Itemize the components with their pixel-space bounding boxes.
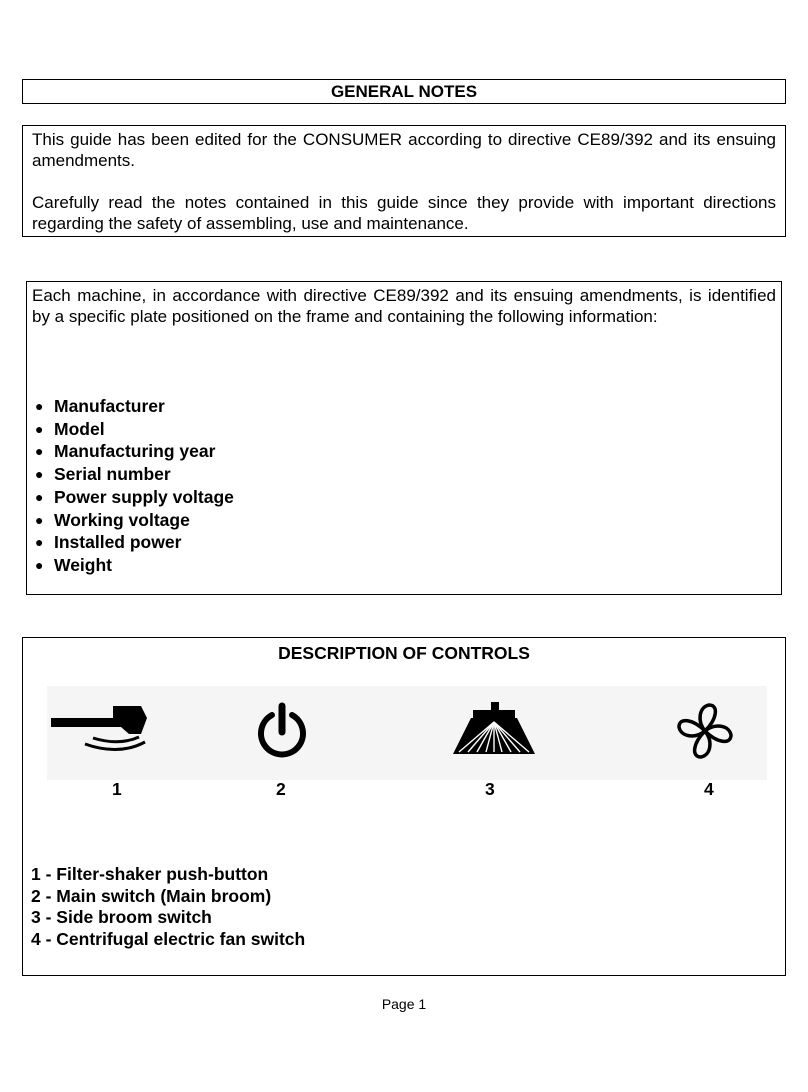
list-item [32,509,776,532]
list-item-label: Serial number [54,464,171,485]
bullet-icon: ● [35,398,44,414]
controls-box [22,637,786,976]
control-number-1: 1 [112,779,122,799]
list-item-label: Manufacturing year [54,441,216,462]
plate-paragraph: Each machine, in accordance with directive CE89/392 and its ensuing amendments, is identified by a specific plate positioned on the frame and containing the following information: [32,286,776,326]
page-number: Page 1 [381,996,427,1012]
bullet-icon: ● [35,488,44,505]
intro-paragraph-1: This guide has been edited for the CONSUMER according to directive CE89/392 and its ensuing amendments. [32,130,776,170]
list-item-label: Working voltage [54,509,190,530]
bullet-icon: ● [35,534,44,551]
power-icon [253,702,311,760]
list-item [32,440,776,463]
list-item [32,531,776,554]
bullet-icon: ● [35,556,44,573]
general-notes-title: GENERAL NOTES [330,82,478,101]
filter-shaker-icon [49,700,151,760]
bullet-icon: ● [35,511,44,528]
intro-paragraph-2: Carefully read the notes contained in this guide since they provide with important directions regarding the safety of assembling, use and maintenance. [32,193,776,233]
legend-item: 4 - Centrifugal electric fan switch [31,929,306,950]
broom-icon [451,700,537,758]
fan-icon [675,701,735,761]
bullet-icon: ● [35,466,44,483]
list-item-label: Weight [54,554,113,575]
controls-legend [31,864,305,951]
bullet-icon: ● [35,420,44,437]
control-number-4: 4 [704,779,714,799]
control-number-2: 2 [276,779,286,799]
bullet-icon: ● [35,443,44,460]
list-item [32,463,776,486]
legend-item: 2 - Main switch (Main broom) [31,885,272,906]
general-notes-box [22,79,786,104]
plate-info-box [26,281,782,595]
plate-info-list [32,395,776,577]
legend-item: 1 - Filter-shaker push-button [31,864,269,884]
list-item [32,486,776,509]
list-item-label: Model [54,418,105,439]
intro-box [22,125,786,237]
control-number-3: 3 [485,779,495,799]
list-item [32,395,776,418]
list-item-label: Power supply voltage [54,486,234,507]
list-item-label: Manufacturer [54,396,165,416]
list-item [32,418,776,441]
icon-strip [47,686,767,780]
controls-heading: DESCRIPTION OF CONTROLS [278,643,530,663]
legend-item: 3 - Side broom switch [31,907,212,928]
list-item-label: Installed power [54,532,182,553]
list-item [32,554,776,577]
